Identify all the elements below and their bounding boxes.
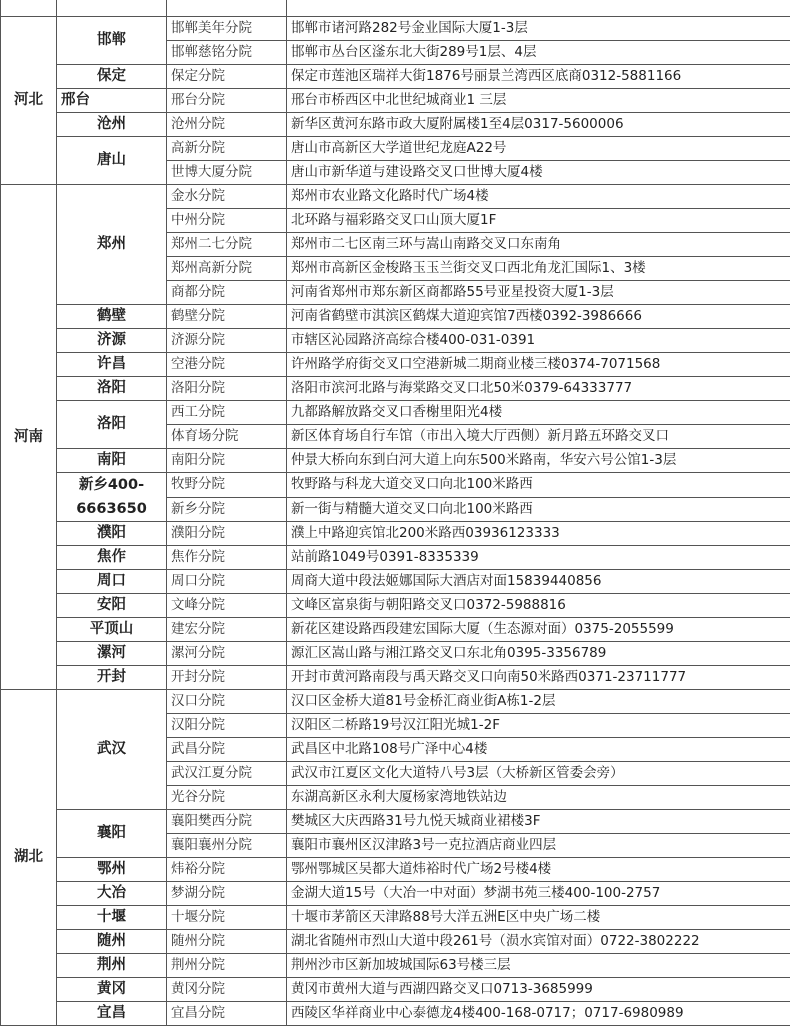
branch-cell: 金水分院	[167, 185, 287, 209]
address-cell: 仲景大桥向东到白河大道上向东500米路南，华安六号公馆1-3层	[287, 449, 790, 473]
province-cell	[1, 0, 57, 17]
branch-cell: 体育场分院	[167, 425, 287, 449]
branch-cell: 周口分院	[167, 570, 287, 594]
branch-cell: 汉口分院	[167, 690, 287, 714]
address-cell: 周商大道中段法姬娜国际大酒店对面15839440856	[287, 570, 790, 594]
address-cell: 鄂州鄂城区吴都大道炜裕时代广场2号楼4楼	[287, 858, 790, 882]
table-row	[1, 618, 790, 642]
table-row	[1, 137, 790, 161]
address-cell: 武汉市江夏区文化大道特八号3层（大桥新区管委会旁）	[287, 762, 790, 786]
branch-cell: 武汉江夏分院	[167, 762, 287, 786]
address-cell: 郑州市农业路文化路时代广场4楼	[287, 185, 790, 209]
city-cell	[57, 0, 167, 17]
address-cell: 唐山市高新区大学道世纪龙庭A22号	[287, 137, 790, 161]
address-cell: 文峰区富泉街与朝阳路交叉口0372-5988816	[287, 594, 790, 618]
table-row	[1, 113, 790, 137]
city-cell: 郑州	[57, 185, 167, 305]
city-cell: 荆州	[57, 954, 167, 978]
branch-cell: 中州分院	[167, 209, 287, 233]
table-row	[1, 642, 790, 666]
city-cell: 宜昌	[57, 1002, 167, 1026]
branch-cell: 开封分院	[167, 666, 287, 690]
address-cell: 湖北省随州市烈山大道中段261号（涢水宾馆对面）0722-3802222	[287, 930, 790, 954]
city-cell: 洛阳	[57, 401, 167, 449]
branch-cell: 南阳分院	[167, 449, 287, 473]
city-cell: 许昌	[57, 353, 167, 377]
address-cell: 金湖大道15号（大冶一中对面）梦湖书苑三楼400-100-2757	[287, 882, 790, 906]
city-cell: 襄阳	[57, 810, 167, 858]
address-cell: 十堰市茅箭区天津路88号大洋五洲E区中央广场二楼	[287, 906, 790, 930]
branch-cell: 邯郸慈铭分院	[167, 41, 287, 65]
branch-cell: 新乡分院	[167, 497, 287, 522]
address-cell: 武昌区中北路108号广泽中心4楼	[287, 738, 790, 762]
table-row	[1, 17, 790, 41]
branch-cell: 十堰分院	[167, 906, 287, 930]
branch-cell: 牧野分院	[167, 473, 287, 498]
city-cell: 濮阳	[57, 522, 167, 546]
province-cell: 湖北	[1, 690, 57, 1026]
table-row	[1, 666, 790, 690]
table-row	[1, 185, 790, 209]
city-cell: 鹤壁	[57, 305, 167, 329]
branch-cell: 郑州二七分院	[167, 233, 287, 257]
address-cell: 邯郸市诸河路282号金业国际大厦1-3层	[287, 17, 790, 41]
table-row	[1, 522, 790, 546]
branch-cell: 文峰分院	[167, 594, 287, 618]
address-cell: 洛阳市滨河北路与海棠路交叉口北50米0379-64333777	[287, 377, 790, 401]
address-cell: 汉阳区二桥路19号汉江阳光城1-2F	[287, 714, 790, 738]
table-row	[1, 89, 790, 113]
address-cell: 站前路1049号0391-8335339	[287, 546, 790, 570]
table-row	[1, 449, 790, 473]
table-row	[1, 353, 790, 377]
address-cell: 九都路解放路交叉口香榭里阳光4楼	[287, 401, 790, 425]
branch-cell: 濮阳分院	[167, 522, 287, 546]
city-cell: 鄂州	[57, 858, 167, 882]
address-cell: 西陵区华祥商业中心泰德龙4楼400-168-0717；0717-6980989	[287, 1002, 790, 1026]
city-cell: 新乡400-6663650	[57, 473, 167, 522]
address-cell: 郑州市高新区金梭路玉玉兰街交叉口西北角龙汇国际1、3楼	[287, 257, 790, 281]
city-cell: 安阳	[57, 594, 167, 618]
table-row	[1, 305, 790, 329]
city-cell: 周口	[57, 570, 167, 594]
province-cell: 河南	[1, 185, 57, 690]
table-row	[1, 329, 790, 353]
branch-cell: 黄冈分院	[167, 978, 287, 1002]
address-cell: 黄冈市黄州大道与西湖四路交叉口0713-3685999	[287, 978, 790, 1002]
branch-cell: 空港分院	[167, 353, 287, 377]
address-cell: 新区体育场自行车馆（市出入境大厅西侧）新月路五环路交叉口	[287, 425, 790, 449]
address-cell: 许州路学府街交叉口空港新城二期商业楼三楼0374-7071568	[287, 353, 790, 377]
table-row	[1, 858, 790, 882]
address-cell: 保定市莲池区瑞祥大街1876号丽景兰湾西区底商0312-5881166	[287, 65, 790, 89]
address-cell: 源汇区嵩山路与湘江路交叉口东北角0395-3356789	[287, 642, 790, 666]
table-row	[1, 930, 790, 954]
branch-cell: 世博大厦分院	[167, 161, 287, 185]
table-row	[1, 473, 790, 498]
city-cell: 武汉	[57, 690, 167, 810]
city-cell: 开封	[57, 666, 167, 690]
address-cell: 开封市黄河路南段与禹天路交叉口向南50米路西0371-23711777	[287, 666, 790, 690]
table-row	[1, 570, 790, 594]
city-cell: 漯河	[57, 642, 167, 666]
address-cell: 襄阳市襄州区汉津路3号一克拉酒店商业四层	[287, 834, 790, 858]
branch-cell: 襄阳樊西分院	[167, 810, 287, 834]
address-cell: 邯郸市丛台区滏东北大街289号1层、4层	[287, 41, 790, 65]
branch-cell: 保定分院	[167, 65, 287, 89]
branch-cell: 邯郸美年分院	[167, 17, 287, 41]
table-row	[1, 401, 790, 425]
address-cell: 新华区黄河东路市政大厦附属楼1至4层0317-5600006	[287, 113, 790, 137]
city-cell: 黄冈	[57, 978, 167, 1002]
city-cell: 平顶山	[57, 618, 167, 642]
table-row	[1, 882, 790, 906]
address-cell: 河南省鹤壁市淇滨区鹤煤大道迎宾馆7西楼0392-3986666	[287, 305, 790, 329]
address-cell: 濮上中路迎宾馆北200米路西03936123333	[287, 522, 790, 546]
address-cell: 北环路与福彩路交叉口山顶大厦1F	[287, 209, 790, 233]
address-cell: 汉口区金桥大道81号金桥汇商业街A栋1-2层	[287, 690, 790, 714]
table-row	[1, 1002, 790, 1026]
branch-cell: 建宏分院	[167, 618, 287, 642]
branch-cell: 梦湖分院	[167, 882, 287, 906]
branch-cell: 荆州分院	[167, 954, 287, 978]
address-cell: 新一街与精髓大道交叉口向北100米路西	[287, 497, 790, 522]
branch-cell: 焦作分院	[167, 546, 287, 570]
branch-cell: 汉阳分院	[167, 714, 287, 738]
branch-cell: 商都分院	[167, 281, 287, 305]
branch-cell: 漯河分院	[167, 642, 287, 666]
table-row	[1, 0, 790, 17]
address-cell: 郑州市二七区南三环与嵩山南路交叉口东南角	[287, 233, 790, 257]
branch-cell: 炜裕分院	[167, 858, 287, 882]
table-row	[1, 65, 790, 89]
city-cell: 唐山	[57, 137, 167, 185]
branch-cell: 襄阳襄州分院	[167, 834, 287, 858]
branch-cell: 郑州高新分院	[167, 257, 287, 281]
table-row	[1, 690, 790, 714]
table-row	[1, 546, 790, 570]
branch-cell: 济源分院	[167, 329, 287, 353]
address-cell: 牧野路与科龙大道交叉口向北100米路西	[287, 473, 790, 498]
address-cell: 河南省郑州市郑东新区商都路55号亚星投资大厦1-3层	[287, 281, 790, 305]
branch-cell: 邢台分院	[167, 89, 287, 113]
table-row	[1, 810, 790, 834]
address-cell: 邢台市桥西区中北世纪城商业1 三层	[287, 89, 790, 113]
branch-cell: 光谷分院	[167, 786, 287, 810]
city-cell: 济源	[57, 329, 167, 353]
city-cell: 邯郸	[57, 17, 167, 65]
city-cell: 随州	[57, 930, 167, 954]
address-cell	[287, 0, 790, 17]
table-row	[1, 594, 790, 618]
city-cell: 保定	[57, 65, 167, 89]
table-row	[1, 377, 790, 401]
address-cell: 唐山市新华道与建设路交叉口世博大厦4楼	[287, 161, 790, 185]
branch-cell: 鹤壁分院	[167, 305, 287, 329]
branch-cell: 随州分院	[167, 930, 287, 954]
address-cell: 荆州沙市区新加坡城国际63号楼三层	[287, 954, 790, 978]
city-cell: 南阳	[57, 449, 167, 473]
table-row	[1, 954, 790, 978]
branch-cell: 武昌分院	[167, 738, 287, 762]
address-cell: 新花区建设路西段建宏国际大厦（生态源对面）0375-2055599	[287, 618, 790, 642]
city-cell: 洛阳	[57, 377, 167, 401]
province-cell: 河北	[1, 17, 57, 185]
address-cell: 东湖高新区永利大厦杨家湾地铁站边	[287, 786, 790, 810]
address-cell: 樊城区大庆西路31号九悦天城商业裙楼3F	[287, 810, 790, 834]
table-row	[1, 906, 790, 930]
city-cell: 焦作	[57, 546, 167, 570]
branch-cell: 宜昌分院	[167, 1002, 287, 1026]
city-cell: 邢台	[57, 89, 167, 113]
branch-cell: 沧州分院	[167, 113, 287, 137]
table-row	[1, 978, 790, 1002]
branch-cell: 洛阳分院	[167, 377, 287, 401]
city-cell: 沧州	[57, 113, 167, 137]
city-cell: 大冶	[57, 882, 167, 906]
address-cell: 市辖区沁园路济高综合楼400-031-0391	[287, 329, 790, 353]
city-cell: 十堰	[57, 906, 167, 930]
branch-cell	[167, 0, 287, 17]
branch-cell: 高新分院	[167, 137, 287, 161]
branch-cell: 西工分院	[167, 401, 287, 425]
